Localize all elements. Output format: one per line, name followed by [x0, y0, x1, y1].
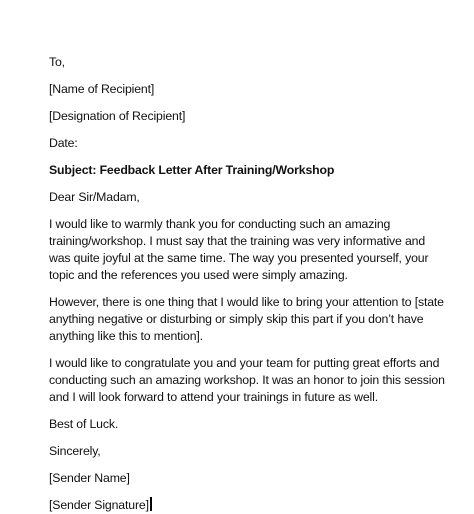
paragraph-line: I would like to congratulate you and your team for putting great efforts and: [49, 356, 440, 370]
letter-body: [49, 54, 461, 514]
sender-signature: [Sender Signature]: [49, 498, 149, 512]
paragraph-line: topic and the references you used were simply amazing.: [49, 268, 348, 282]
closing-wish: Best of Luck.: [49, 417, 119, 431]
paragraph-feedback: [49, 294, 461, 345]
recipient-designation: [Designation of Recipient]: [49, 109, 186, 123]
paragraph-congratulations: [49, 355, 461, 406]
recipient-name: [Name of Recipient]: [49, 82, 155, 96]
paragraph-thanks: [49, 216, 461, 284]
paragraph-line: anything negative or disturbing or simply skip this part if you don’t have: [49, 312, 424, 326]
closing: Sincerely,: [49, 444, 101, 458]
paragraph-line: I would like to warmly thank you for conducting such an amazing: [49, 217, 391, 231]
paragraph-line: training/workshop. I must say that the training was very informative and: [49, 234, 426, 248]
sender-name: [Sender Name]: [49, 471, 130, 485]
paragraph-line: conducting such an amazing workshop. It was an honor to join this session: [49, 373, 445, 387]
letter-date: Date:: [49, 136, 78, 150]
paragraph-line: anything like this to mention].: [49, 329, 203, 343]
paragraph-line: and I will look forward to attend your trainings in future as well.: [49, 390, 378, 404]
paragraph-line: was quite joyful at the same time. The way you presented yourself, your: [49, 251, 429, 265]
letter-subject: Subject: Feedback Letter After Training/Workshop: [49, 163, 335, 177]
text-cursor: [150, 497, 152, 511]
paragraph-line: However, there is one thing that I would like to bring your attention to [state: [49, 295, 444, 309]
letter-to: To,: [49, 55, 65, 69]
letter-salutation: Dear Sir/Madam,: [49, 190, 140, 204]
sender-signature-line[interactable]: [49, 497, 461, 514]
